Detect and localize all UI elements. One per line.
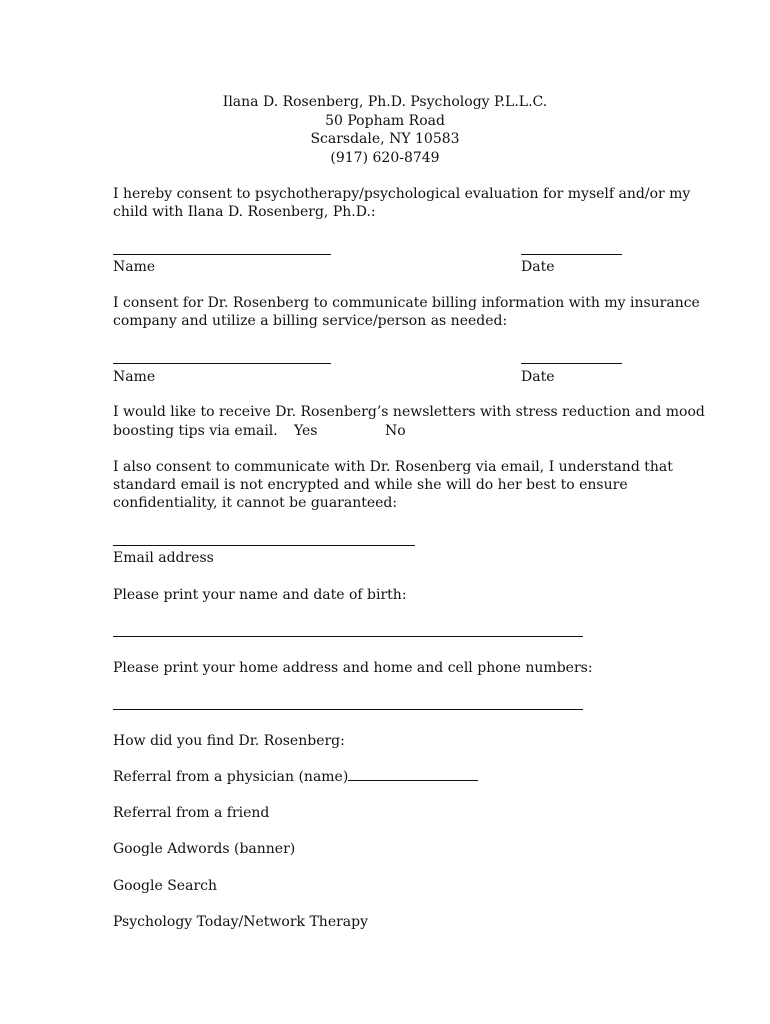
email-consent-text — [113, 458, 673, 512]
name-dob-prompt: Please print your name and date of birth: — [113, 587, 407, 603]
billing-consent-line-1: I consent for Dr. Rosenberg to communicate billing information with my insurance — [113, 295, 700, 311]
street-address: 50 Popham Road — [325, 112, 445, 129]
billing-date-line[interactable] — [521, 363, 622, 364]
referral-friend-option[interactable]: Referral from a friend — [113, 805, 270, 821]
practice-name: Ilana D. Rosenberg, Ph.D. Psychology P.L.L.C. — [222, 94, 548, 110]
email-address-label: Email address — [113, 550, 214, 566]
treatment-date-label: Date — [521, 259, 555, 275]
email-consent-line-3: confidentiality, it cannot be guaranteed: — [113, 495, 398, 511]
referral-physician-option[interactable] — [113, 768, 478, 786]
treatment-name-label: Name — [113, 259, 156, 275]
newsletter-line-1: I would like to receive Dr. Rosenberg’s newsletters with stress reduction and mood — [113, 404, 705, 420]
letterhead — [0, 93, 770, 167]
treatment-date-line[interactable] — [521, 254, 622, 255]
newsletter-text — [113, 403, 705, 421]
referral-psychology-today-option[interactable]: Psychology Today/Network Therapy — [113, 914, 369, 930]
newsletter-line-2: boosting tips via email. — [113, 423, 278, 439]
referral-question: How did you find Dr. Rosenberg: — [113, 733, 345, 749]
referral-physician-label: Referral from a physician (name) — [113, 769, 349, 785]
phone-number: (917) 620-8749 — [330, 149, 440, 166]
billing-name-label: Name — [113, 369, 156, 385]
treatment-consent-text — [113, 185, 690, 221]
email-address-line[interactable] — [113, 545, 415, 546]
billing-date-label: Date — [521, 369, 555, 385]
billing-consent-text — [113, 294, 700, 330]
referral-search-option[interactable]: Google Search — [113, 878, 217, 894]
address-phone-line[interactable] — [113, 709, 583, 710]
email-consent-line-2: standard email is not encrypted and while she will do her best to ensure — [113, 477, 628, 493]
billing-consent-line-2: company and utilize a billing service/person as needed: — [113, 313, 508, 329]
email-consent-line-1: I also consent to communicate with Dr. Rosenberg via email, I understand that — [113, 459, 673, 475]
physician-name-line[interactable] — [348, 768, 478, 781]
treatment-consent-line-1: I hereby consent to psychotherapy/psychological evaluation for myself and/or my — [113, 186, 691, 202]
newsletter-no-option[interactable]: No — [385, 423, 406, 439]
treatment-name-line[interactable] — [113, 254, 331, 255]
address-phone-prompt: Please print your home address and home and cell phone numbers: — [113, 660, 593, 676]
referral-adwords-option[interactable]: Google Adwords (banner) — [113, 841, 296, 857]
newsletter-yes-option[interactable]: Yes — [294, 423, 318, 439]
treatment-consent-line-2: child with Ilana D. Rosenberg, Ph.D.: — [113, 204, 376, 220]
billing-name-line[interactable] — [113, 363, 331, 364]
name-dob-line[interactable] — [113, 636, 583, 637]
city-state-zip: Scarsdale, NY 10583 — [310, 131, 460, 147]
